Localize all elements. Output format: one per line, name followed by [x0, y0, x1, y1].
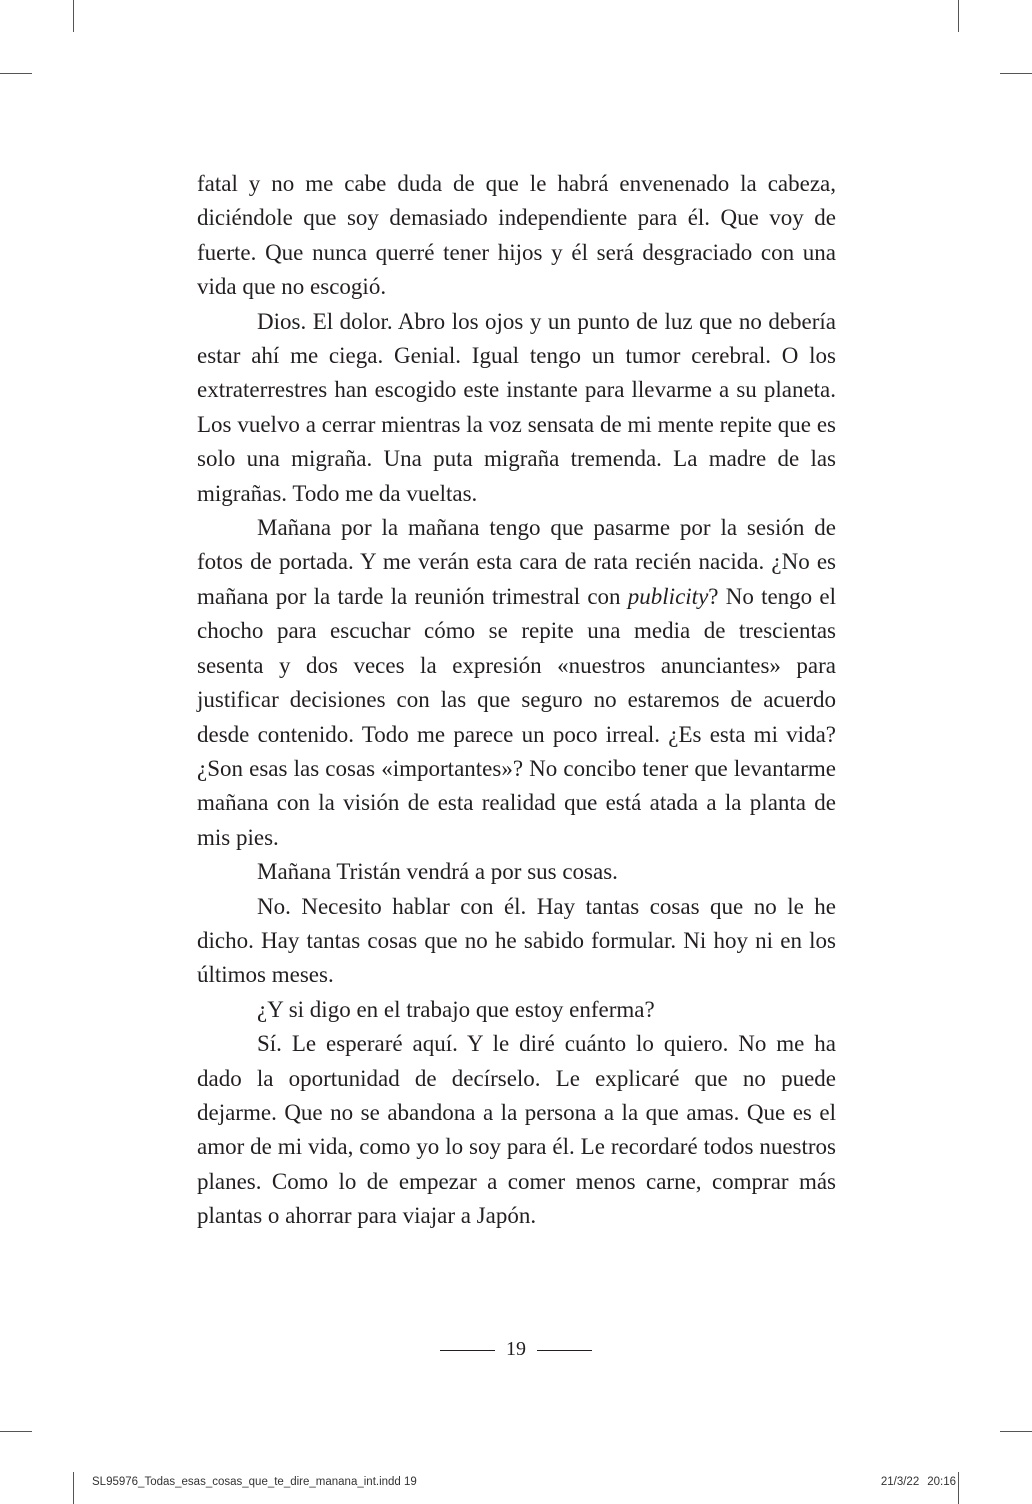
crop-mark-bottom-left-horizontal: [0, 1431, 32, 1432]
page-number: 19: [506, 1338, 526, 1360]
crop-mark-top-right-horizontal: [1000, 73, 1032, 74]
folio-rule-right: [537, 1350, 592, 1351]
paragraph: [197, 167, 836, 305]
text-run: ¿Y si digo en el trabajo que estoy enferma?: [257, 996, 655, 1022]
text-run: Mañana por la mañana tengo que pasarme por la sesión de fotos de portada. Y me verán esta cara de rata recién nacida. ¿No es mañana por la tarde la reunión trimestral con: [197, 515, 836, 609]
page-footer: [0, 1338, 1032, 1361]
crop-mark-top-left-horizontal: [0, 73, 32, 74]
paragraph: [197, 305, 836, 511]
text-run: fatal y no me cabe duda de que le habrá envenenado la cabeza, diciéndole que soy demasiado independiente para él. Que voy de fuerte. Que nunca querré tener hijos y él será desgraciado con una vida que no escogió.: [197, 171, 836, 300]
slug-date: 21/3/22: [880, 1476, 920, 1488]
folio-rule-left: [440, 1350, 495, 1351]
crop-mark-top-right-vertical: [958, 0, 959, 32]
paragraph: [197, 993, 836, 1027]
paragraph: [197, 1027, 836, 1233]
text-run: Mañana Tristán vendrá a por sus cosas.: [257, 859, 618, 885]
paragraph: [197, 511, 836, 855]
crop-mark-top-left-vertical: [73, 0, 74, 32]
text-run: Dios. El dolor. Abro los ojos y un punto de luz que no debería estar ahí me ciega. Genial. Igual tengo un tumor cerebral. O los extraterrestres han escogido este instante para llevarme a su planeta. Los vuelvo a cerrar mientras la voz sensata de mi mente repite que es solo una migraña. Una puta migraña tremenda. La madre de las migrañas. Todo me da vueltas.: [197, 308, 836, 506]
crop-mark-bottom-right-horizontal: [1000, 1431, 1032, 1432]
paragraph: [197, 855, 836, 889]
crop-mark-bottom-right-vertical: [958, 1472, 959, 1504]
paragraph: [197, 890, 836, 993]
slug-time: 20:16: [927, 1476, 956, 1488]
slug-filename: SL95976_Todas_esas_cosas_que_te_dire_manana_int.indd 19: [92, 1476, 417, 1488]
crop-mark-bottom-left-vertical: [73, 1472, 74, 1504]
text-run: ? No tengo el chocho para escuchar cómo se repite una media de trescientas sesenta y dos veces la expresión «nuestros anunciantes» para justificar decisiones con las que seguro no estaremos de acuerdo desde contenido. Todo me parece un poco irreal. ¿Es esta mi vida? ¿Son esas las cosas «importantes»? No concibo tener que levantarme mañana con la visión de esta realidad que está atada a la planta de mis pies.: [197, 583, 836, 850]
slug-timestamp: [881, 1476, 956, 1488]
body-text: [197, 167, 836, 1234]
text-run: No. Necesito hablar con él. Hay tantas cosas que no le he dicho. Hay tantas cosas que no he sabido formular. Ni hoy ni en los últimos meses.: [197, 893, 836, 988]
italic-run: publicity: [627, 583, 709, 609]
text-run: Sí. Le esperaré aquí. Y le diré cuánto lo quiero. No me ha dado la oportunidad de decírselo. Le explicaré que no puede dejarme. Que no se abandona a la persona a la que amas. Que es el amor de mi vida, como yo lo soy para él. Le recordaré todos nuestros planes. Como lo de empezar a comer menos carne, comprar más plantas o ahorrar para viajar a Japón.: [197, 1031, 836, 1229]
